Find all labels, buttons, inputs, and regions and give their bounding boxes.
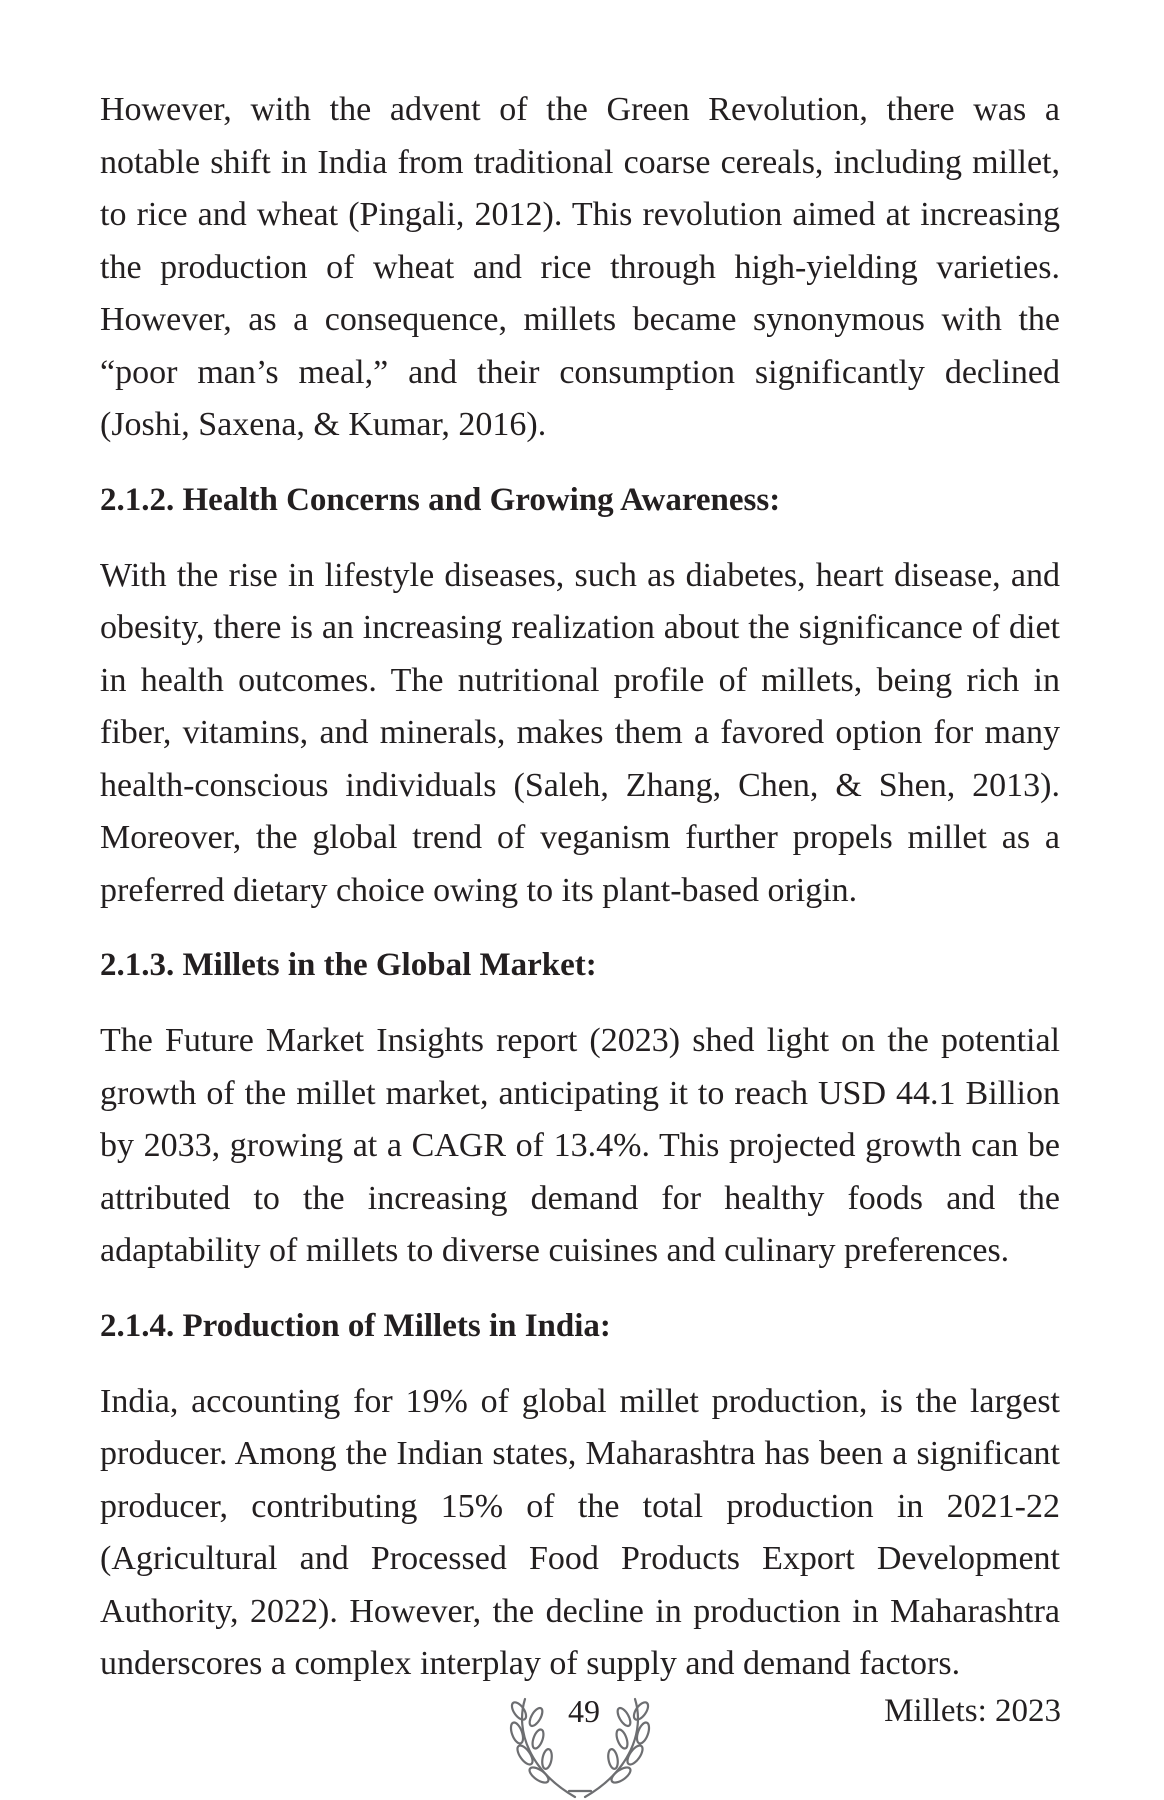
paragraph-health-concerns: With the rise in lifestyle diseases, such as diabetes, heart disease, and obesity, there is an increasing realization about the significance of diet in health outcomes. The nutritional profile of millets, being rich in fiber, vitamins, and minerals, makes them a favored option for many health-conscious individuals (Saleh, Zhang, Chen, & Shen, 2013). Moreover, the global trend of veganism further propels millet as a preferred dietary choice owing to its plant-based origin. <box>100 556 1060 909</box>
page-number: 49 <box>568 1693 600 1729</box>
heading-production-india: 2.1.4. Production of Millets in India: <box>100 1307 611 1344</box>
paragraph-production-india: India, accounting for 19% of global millet production, is the largest producer. Among the Indian states, Maharashtra has been a significant producer, contributing 15% of the total production in 2021-22 (Agricultural and Processed Food Products Export Development Authority, 2022). However, the decline in production in Maharashtra underscores a complex interplay of supply and demand factors. <box>100 1382 1060 1682</box>
paragraph-global-market: The Future Market Insights report (2023) shed light on the potential growth of the millet market, anticipating it to reach USD 44.1 Billion by 2033, growing at a CAGR of 13.4%. This projected growth can be attributed to the increasing demand for healthy foods and the adaptability of millets to diverse cuisines and culinary preferences. <box>100 1022 1060 1269</box>
page-footer <box>0 1691 1164 1800</box>
heading-health-concerns: 2.1.2. Health Concerns and Growing Awareness: <box>100 481 781 518</box>
heading-global-market: 2.1.3. Millets in the Global Market: <box>100 947 597 983</box>
running-title: Millets: 2023 <box>884 1693 1061 1729</box>
page-body <box>100 84 1060 1691</box>
paragraph-green-revolution: However, with the advent of the Green Revolution, there was a notable shift in India from traditional coarse cereals, including millet, to rice and wheat (Pingali, 2012). This revolution aimed at increasing the production of wheat and rice through high-yielding varieties. However, as a consequence, millets became synonymous with the “poor man’s meal,” and their consumption significantly declined (Joshi, Saxena, & Kumar, 2016). <box>100 91 1060 443</box>
